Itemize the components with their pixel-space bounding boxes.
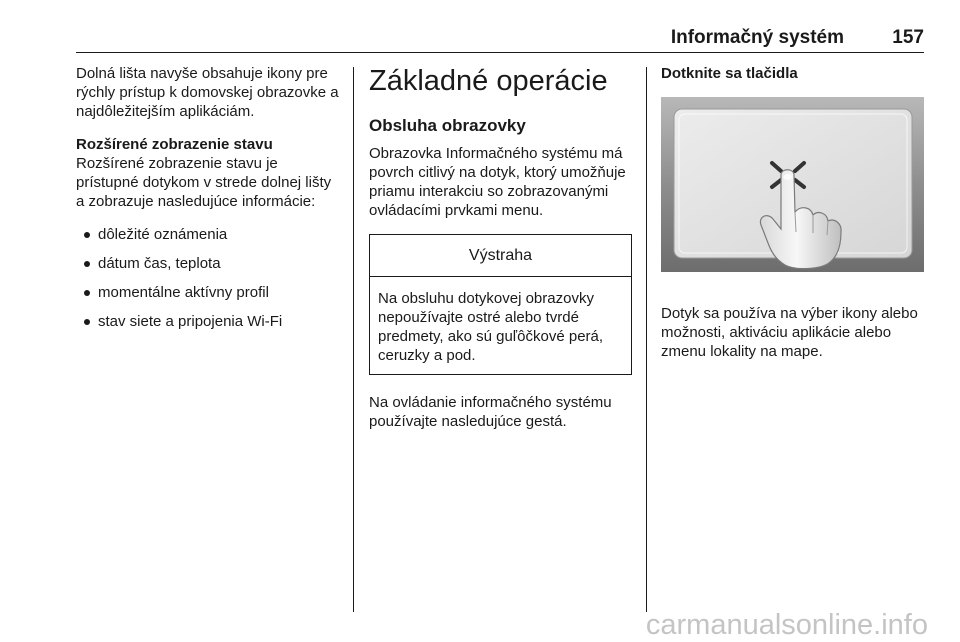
middle-column [369, 64, 632, 445]
list-item: stav siete a pripojenia Wi-Fi [76, 312, 340, 331]
intro-paragraph: Dolná lišta navyše obsahuje ikony pre rýchly prístup k domovskej obrazovke a najdôležitejším aplikáciám. [76, 65, 339, 120]
warning-text: Na obsluhu dotykovej obrazovky nepoužívajte ostré alebo tvrdé predmety, ako sú guľôčkové perá, ceruzky a pod. [378, 290, 604, 364]
tap-description: Dotyk sa používa na výber ikony alebo možnosti, aktiváciu aplikácie alebo zmenu lokality na mape. [661, 305, 918, 360]
column-divider-right [646, 67, 647, 612]
status-paragraph [76, 135, 340, 211]
column-divider-left [353, 67, 354, 612]
tap-heading: Dotknite sa tlačidla [661, 65, 798, 82]
gestures-paragraph: Na ovládanie informačného systému používajte nasledujúce gestá. [369, 394, 612, 430]
section-title: Základné operácie [369, 65, 608, 97]
page-number: 157 [892, 27, 924, 48]
sub-section-title: Obsluha obrazovky [369, 116, 526, 135]
warning-title: Výstraha [370, 235, 631, 277]
right-column [661, 64, 924, 375]
finger-tap-icon [661, 97, 924, 272]
status-subheading: Rozšírené zobrazenie stavu [76, 136, 273, 153]
warning-box [369, 234, 632, 375]
screen-operation-paragraph: Obrazovka Informačného systému má povrch citlivý na dotyk, ktorý umožňuje priamu interakciu so zobrazovanými ovládacími prvkami menu. [369, 145, 626, 219]
header-rule [76, 52, 924, 53]
status-bullet-list [76, 225, 340, 331]
list-item: dátum čas, teplota [76, 254, 340, 273]
page-header-title: Informačný systém [670, 27, 844, 48]
left-column [76, 64, 340, 341]
list-item: dôležité oznámenia [76, 225, 340, 244]
watermark: carmanualsonline.info [645, 609, 928, 641]
list-item: momentálne aktívny profil [76, 283, 340, 302]
status-body: Rozšírené zobrazenie stavu je prístupné dotykom v strede dolnej lišty a zobrazuje nasledujúce informácie: [76, 155, 332, 210]
